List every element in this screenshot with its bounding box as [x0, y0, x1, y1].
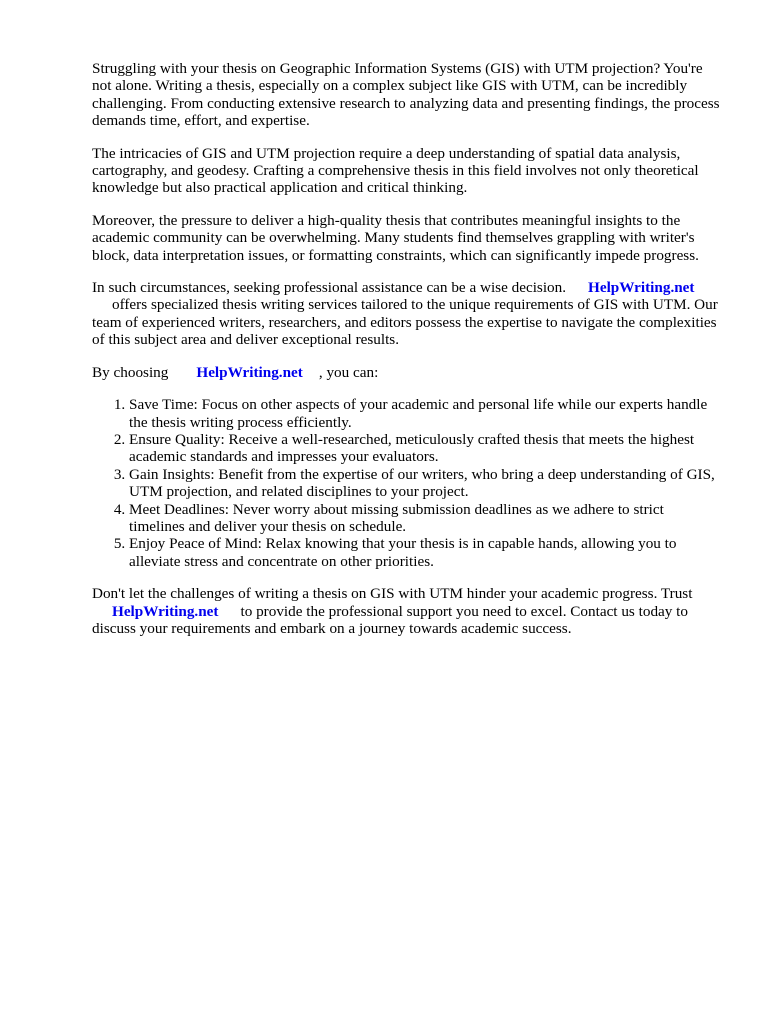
assistance-text-after: offers specialized thesis writing services tailored to the unique requirements of GIS with UTM. Our team of experienced writers, researchers, and editors possess the expertise to navigate the complexities of this subject area and deliver exceptional results. — [92, 296, 718, 349]
list-item: 4. Meet Deadlines: Never worry about missing submission deadlines as we adhere to strict timelines and deliver your thesis on schedule. — [129, 501, 722, 536]
choosing-paragraph — [92, 364, 722, 381]
assistance-paragraph — [92, 279, 722, 349]
intricacies-paragraph: The intricacies of GIS and UTM projection require a deep understanding of spatial data analysis, cartography, and geodesy. Crafting a comprehensive thesis in this field involves not only theoretical knowledge but also practical application and critical thinking. — [92, 144, 699, 197]
list-item: 2. Ensure Quality: Receive a well-researched, meticulously crafted thesis that meets the highest academic standards and impresses your evaluators. — [129, 431, 722, 466]
benefits-list — [92, 396, 722, 570]
document-page — [92, 60, 722, 652]
closing-text-before: Don't let the challenges of writing a thesis on GIS with UTM hinder your academic progress. Trust — [92, 585, 693, 603]
closing-paragraph — [92, 585, 722, 637]
intro-paragraph: Struggling with your thesis on Geographic Information Systems (GIS) with UTM projection? You're not alone. Writing a thesis, especially on a complex subject like GIS with UTM, can be incredibly challenging. From conducting extensive research to analyzing data and presenting findings, the process demands time, effort, and expertise. — [92, 60, 720, 130]
choosing-text-after: , you can: — [318, 363, 379, 381]
list-item: 5. Enjoy Peace of Mind: Relax knowing that your thesis is in capable hands, allowing you to alleviate stress and concentrate on other priorities. — [129, 535, 722, 570]
list-item: 3. Gain Insights: Benefit from the expertise of our writers, who bring a deep understanding of GIS, UTM projection, and related disciplines to your project. — [129, 466, 722, 501]
assistance-text-before: In such circumstances, seeking professional assistance can be a wise decision. — [92, 279, 567, 297]
pressure-paragraph: Moreover, the pressure to deliver a high-quality thesis that contributes meaningful insights to the academic community can be overwhelming. Many students find themselves grappling with writer's block, data interpretation issues, or formatting constraints, which can significantly impede progress. — [92, 211, 699, 264]
list-item: 1. Save Time: Focus on other aspects of your academic and personal life while our experts handle the thesis writing process efficiently. — [129, 396, 722, 431]
choosing-text-before: By choosing — [92, 363, 169, 381]
closing-text-after: to provide the professional support you need to excel. Contact us today to discuss your requirements and embark on a journey towards academic success. — [92, 602, 688, 637]
helpwriting-link[interactable]: HelpWriting.net — [588, 279, 695, 297]
helpwriting-link[interactable]: HelpWriting.net — [112, 602, 219, 620]
helpwriting-link[interactable]: HelpWriting.net — [196, 363, 303, 381]
